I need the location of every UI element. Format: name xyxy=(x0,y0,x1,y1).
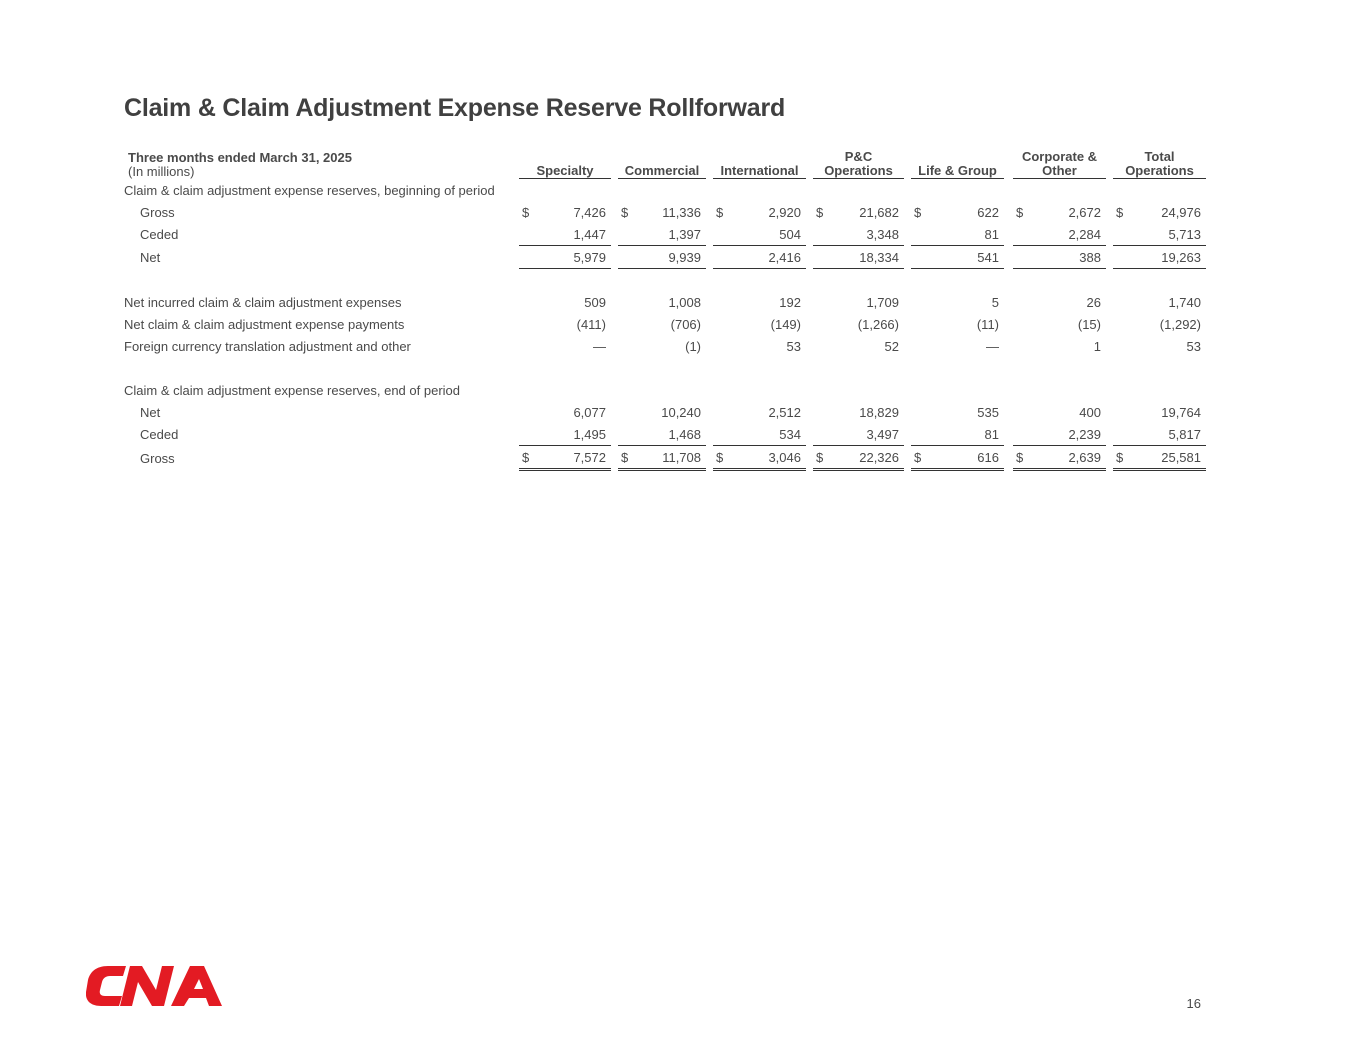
currency-symbol xyxy=(813,295,830,310)
value-cell xyxy=(813,401,904,423)
table-row-end-net xyxy=(124,401,1206,423)
value-cell xyxy=(618,223,706,246)
currency-symbol xyxy=(618,295,635,310)
currency-symbol xyxy=(911,250,928,265)
value-cell xyxy=(519,335,611,357)
value-cell xyxy=(1013,246,1106,269)
row-label: Net claim & claim adjustment expense payments xyxy=(124,316,405,332)
currency-symbol xyxy=(713,339,730,354)
value-cell xyxy=(813,246,904,269)
value: 622 xyxy=(977,204,999,220)
value: 2,639 xyxy=(1068,449,1101,465)
value: 535 xyxy=(977,404,999,420)
row-label: Gross xyxy=(140,451,175,466)
value: 616 xyxy=(977,449,999,465)
currency-symbol xyxy=(1113,295,1130,310)
value: 1,495 xyxy=(573,426,606,442)
value-cell xyxy=(1013,446,1106,471)
value: 2,239 xyxy=(1068,426,1101,442)
currency-symbol xyxy=(618,227,635,242)
currency-symbol xyxy=(618,427,635,442)
currency-symbol xyxy=(1113,317,1130,332)
currency-symbol xyxy=(1013,295,1030,310)
value-cell xyxy=(713,446,806,471)
currency-symbol: $ xyxy=(1016,449,1024,465)
table-row-incurred xyxy=(124,291,1206,313)
currency-symbol xyxy=(911,295,928,310)
period-label: Three months ended March 31, 2025 xyxy=(128,149,352,165)
value: 2,512 xyxy=(768,404,801,420)
value: 11,336 xyxy=(662,204,701,220)
value: 541 xyxy=(977,249,999,265)
row-label: Foreign currency translation adjustment and other xyxy=(124,338,411,354)
value-cell xyxy=(713,335,806,357)
value: 504 xyxy=(779,226,801,242)
value: 52 xyxy=(884,338,899,354)
value: 81 xyxy=(984,226,999,242)
value-cell xyxy=(911,446,1004,471)
value-cell xyxy=(911,423,1004,446)
value-cell xyxy=(618,446,706,471)
value-cell xyxy=(1113,423,1206,446)
value: 388 xyxy=(1079,249,1101,265)
value-cell xyxy=(1113,401,1206,423)
currency-symbol xyxy=(713,405,730,420)
currency-symbol: $ xyxy=(816,204,824,220)
value-cell xyxy=(1013,313,1106,335)
value: 2,416 xyxy=(768,249,801,265)
currency-symbol: $ xyxy=(914,204,922,220)
currency-symbol: $ xyxy=(816,449,824,465)
value: 53 xyxy=(786,338,801,354)
value-cell xyxy=(519,423,611,446)
col-pc-operations: P&C Operations xyxy=(813,150,904,179)
value-cell xyxy=(911,335,1004,357)
value: 5,979 xyxy=(573,249,606,265)
value-cell xyxy=(911,313,1004,335)
row-label: Net xyxy=(140,404,161,420)
value: 53 xyxy=(1186,338,1201,354)
value: 1,709 xyxy=(866,294,899,310)
value: 18,334 xyxy=(859,249,899,265)
value-cell xyxy=(813,313,904,335)
currency-symbol: $ xyxy=(522,204,530,220)
value: 534 xyxy=(779,426,801,442)
value-cell xyxy=(618,246,706,269)
currency-symbol xyxy=(911,405,928,420)
value-cell xyxy=(1113,223,1206,246)
value-cell xyxy=(1113,291,1206,313)
currency-symbol xyxy=(1113,405,1130,420)
value: 81 xyxy=(984,426,999,442)
row-label: Ceded xyxy=(140,427,179,442)
value: 7,572 xyxy=(573,449,606,465)
value: 2,920 xyxy=(768,204,801,220)
value: 509 xyxy=(584,294,606,310)
currency-symbol xyxy=(618,250,635,265)
value: 22,326 xyxy=(859,449,899,465)
table-row-begin-net xyxy=(124,246,1206,269)
section-label: Claim & claim adjustment expense reserves, beginning of period xyxy=(124,182,495,198)
col-corporate-other: Corporate & Other xyxy=(1013,150,1106,179)
currency-symbol xyxy=(911,427,928,442)
value-cell xyxy=(519,401,611,423)
value: (1,266) xyxy=(857,316,899,332)
currency-symbol xyxy=(911,227,928,242)
value-cell xyxy=(1113,201,1206,223)
currency-symbol xyxy=(713,317,730,332)
currency-symbol xyxy=(618,405,635,420)
value-cell xyxy=(813,423,904,446)
value-cell xyxy=(911,291,1004,313)
currency-symbol xyxy=(713,295,730,310)
value: 5 xyxy=(991,294,999,310)
value: 3,348 xyxy=(866,226,899,242)
value: 5,713 xyxy=(1168,226,1201,242)
page-title: Claim & Claim Adjustment Expense Reserve Rollforward xyxy=(124,94,786,122)
value-cell xyxy=(519,313,611,335)
currency-symbol xyxy=(713,427,730,442)
currency-symbol xyxy=(519,250,536,265)
row-label: Gross xyxy=(140,204,175,220)
section-label: Claim & claim adjustment expense reserves, end of period xyxy=(124,382,460,398)
value-cell xyxy=(519,446,611,471)
table-row-end-gross xyxy=(124,446,1206,471)
value-cell xyxy=(713,246,806,269)
currency-symbol: $ xyxy=(522,449,530,465)
currency-symbol xyxy=(1013,317,1030,332)
spacer-row xyxy=(124,357,1206,379)
currency-symbol xyxy=(1013,227,1030,242)
value: — xyxy=(593,338,606,354)
value: 192 xyxy=(779,294,801,310)
reserve-rollforward-table xyxy=(124,150,1206,471)
value-cell xyxy=(911,246,1004,269)
value-cell xyxy=(519,291,611,313)
value: 2,672 xyxy=(1068,204,1101,220)
value-cell xyxy=(1013,223,1106,246)
row-label: Net xyxy=(140,250,161,265)
value-cell xyxy=(713,291,806,313)
value: 3,046 xyxy=(768,449,801,465)
currency-symbol xyxy=(1013,339,1030,354)
cna-logo-mark xyxy=(86,966,222,1006)
currency-symbol xyxy=(519,317,536,332)
col-life-group: Life & Group xyxy=(911,150,1004,179)
currency-symbol: $ xyxy=(716,449,724,465)
currency-symbol xyxy=(519,339,536,354)
currency-symbol xyxy=(813,250,830,265)
period-header xyxy=(124,150,518,179)
currency-symbol xyxy=(813,405,830,420)
value: 6,077 xyxy=(573,404,606,420)
value-cell xyxy=(813,335,904,357)
value-cell xyxy=(1013,201,1106,223)
currency-symbol xyxy=(1113,427,1130,442)
currency-symbol xyxy=(1013,405,1030,420)
currency-symbol xyxy=(813,339,830,354)
value: 1,468 xyxy=(668,426,701,442)
currency-symbol xyxy=(1013,250,1030,265)
table-row-begin-ceded xyxy=(124,223,1206,246)
value-cell xyxy=(713,313,806,335)
value: 21,682 xyxy=(859,204,899,220)
currency-symbol xyxy=(1113,339,1130,354)
currency-symbol xyxy=(713,250,730,265)
currency-symbol: $ xyxy=(621,449,629,465)
value-cell xyxy=(618,291,706,313)
currency-symbol xyxy=(519,227,536,242)
value-cell xyxy=(911,201,1004,223)
row-label: Net incurred claim & claim adjustment expenses xyxy=(124,294,402,310)
value: 1 xyxy=(1093,338,1101,354)
value: (15) xyxy=(1077,316,1101,332)
value: 7,426 xyxy=(573,204,606,220)
value: — xyxy=(986,338,999,354)
units-label: (In millions) xyxy=(128,163,195,179)
col-total-operations: Total Operations xyxy=(1113,150,1206,179)
section-header-end xyxy=(124,379,1206,401)
value: 1,397 xyxy=(668,226,701,242)
value: 5,817 xyxy=(1168,426,1201,442)
value-cell xyxy=(519,223,611,246)
currency-symbol xyxy=(911,339,928,354)
value-cell xyxy=(618,335,706,357)
value: 19,263 xyxy=(1161,249,1201,265)
col-specialty: Specialty xyxy=(519,150,611,179)
value: 9,939 xyxy=(668,249,701,265)
cna-logo xyxy=(86,964,222,1008)
col-commercial: Commercial xyxy=(618,150,706,179)
value-cell xyxy=(618,313,706,335)
value: 1,740 xyxy=(1168,294,1201,310)
table-row-begin-gross xyxy=(124,201,1206,223)
currency-symbol: $ xyxy=(716,204,724,220)
currency-symbol xyxy=(1113,227,1130,242)
value-cell xyxy=(1013,423,1106,446)
value-cell xyxy=(911,223,1004,246)
header-row xyxy=(124,150,1206,179)
value: 10,240 xyxy=(661,404,701,420)
currency-symbol xyxy=(813,317,830,332)
value-cell xyxy=(618,401,706,423)
value: (411) xyxy=(576,316,606,332)
currency-symbol: $ xyxy=(914,449,922,465)
value: 26 xyxy=(1086,294,1101,310)
row-label: Ceded xyxy=(140,227,179,242)
currency-symbol xyxy=(618,317,635,332)
currency-symbol xyxy=(813,227,830,242)
value-cell xyxy=(1113,246,1206,269)
value: 1,008 xyxy=(668,294,701,310)
currency-symbol: $ xyxy=(1016,204,1024,220)
value: 19,764 xyxy=(1161,404,1201,420)
value-cell xyxy=(1113,335,1206,357)
section-header-beginning xyxy=(124,179,1206,201)
value: 1,447 xyxy=(573,226,606,242)
currency-symbol xyxy=(713,227,730,242)
currency-symbol xyxy=(1113,250,1130,265)
spacer-row xyxy=(124,269,1206,291)
value-cell xyxy=(519,246,611,269)
value-cell xyxy=(813,223,904,246)
value-cell xyxy=(713,423,806,446)
value: 3,497 xyxy=(866,426,899,442)
currency-symbol xyxy=(813,427,830,442)
value: 400 xyxy=(1079,404,1101,420)
value: 24,976 xyxy=(1161,204,1201,220)
value-cell xyxy=(1113,313,1206,335)
page-number: 16 xyxy=(1186,996,1201,1011)
currency-symbol xyxy=(618,339,635,354)
value-cell xyxy=(618,201,706,223)
currency-symbol xyxy=(519,427,536,442)
currency-symbol xyxy=(1013,427,1030,442)
value: (11) xyxy=(976,316,999,332)
value: (1,292) xyxy=(1159,316,1201,332)
value-cell xyxy=(713,223,806,246)
currency-symbol: $ xyxy=(621,204,629,220)
value-cell xyxy=(713,201,806,223)
value-cell xyxy=(519,201,611,223)
value-cell xyxy=(618,423,706,446)
value: 25,581 xyxy=(1161,449,1201,465)
table-row-end-ceded xyxy=(124,423,1206,446)
table-row-payments xyxy=(124,313,1206,335)
currency-symbol xyxy=(911,317,928,332)
currency-symbol: $ xyxy=(1116,204,1124,220)
value-cell xyxy=(713,401,806,423)
value-cell xyxy=(911,401,1004,423)
value-cell xyxy=(813,446,904,471)
currency-symbol: $ xyxy=(1116,449,1124,465)
currency-symbol xyxy=(519,295,536,310)
value: 18,829 xyxy=(859,404,899,420)
value: 2,284 xyxy=(1068,226,1101,242)
value-cell xyxy=(1013,291,1106,313)
currency-symbol xyxy=(519,405,536,420)
value: (706) xyxy=(670,316,701,332)
value: (149) xyxy=(770,316,801,332)
value-cell xyxy=(1013,401,1106,423)
value: (1) xyxy=(685,338,701,354)
table-row-fx xyxy=(124,335,1206,357)
value: 11,708 xyxy=(662,449,701,465)
value-cell xyxy=(1113,446,1206,471)
col-international: International xyxy=(713,150,806,179)
value-cell xyxy=(813,201,904,223)
value-cell xyxy=(1013,335,1106,357)
value-cell xyxy=(813,291,904,313)
